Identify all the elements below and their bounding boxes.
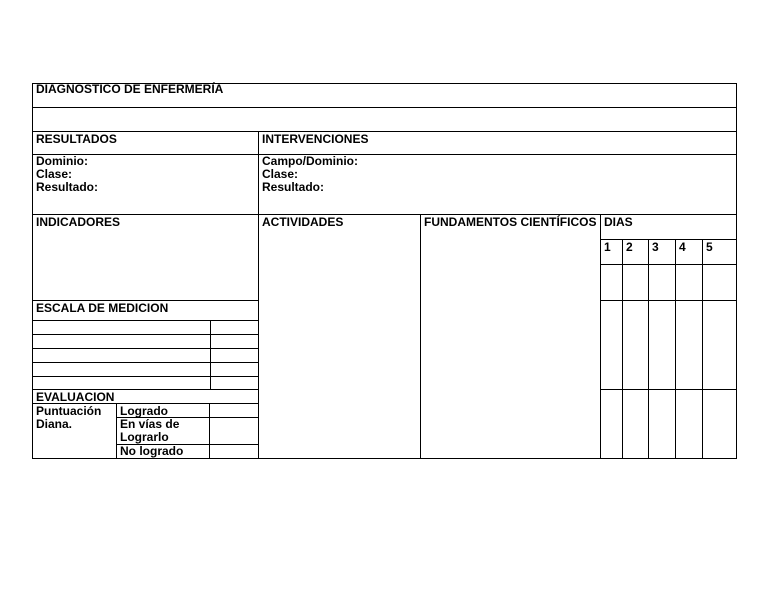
dias-number-5: 5 — [706, 240, 713, 254]
puntuacion-label-line1: Puntuación — [36, 404, 102, 418]
indicadores-header: INDICADORES — [36, 215, 121, 229]
intervenciones-clase-label: Clase: — [262, 167, 299, 181]
dias-col-line-2 — [648, 239, 649, 459]
resultados-clase-label: Clase: — [36, 167, 73, 181]
actividades-header: ACTIVIDADES — [262, 215, 344, 229]
evaluacion-col-line-2 — [209, 403, 210, 459]
dias-number-4: 4 — [679, 240, 686, 254]
divider-fundamentos — [600, 214, 601, 459]
no-logrado-label: No logrado — [120, 444, 184, 458]
escala-row-line-5 — [32, 376, 259, 377]
divider-main-vertical — [258, 131, 259, 459]
dias-numbers-line — [600, 264, 737, 265]
fundamentos-header: FUNDAMENTOS CIENTÍFICOS — [424, 215, 597, 229]
resultados-resultado-label: Resultado: — [36, 180, 99, 194]
divider-blank — [32, 131, 737, 132]
escala-row-line-2 — [32, 334, 259, 335]
dias-col-line-4 — [702, 239, 703, 459]
resultados-dominio-label: Dominio: — [36, 154, 88, 168]
divider-title — [32, 107, 737, 108]
escala-row-line-1 — [32, 320, 259, 321]
dias-header-line — [600, 239, 737, 240]
border-bottom — [32, 458, 737, 459]
en-vias-label: En vías de Lograrlo — [120, 417, 180, 444]
dias-row-line-1 — [600, 300, 737, 301]
dias-number-3: 3 — [652, 240, 659, 254]
intervenciones-campo-label: Campo/Dominio: — [262, 154, 358, 168]
dias-row-line-2 — [600, 389, 737, 390]
form-title: DIAGNOSTICO DE ENFERMERÍA — [36, 82, 224, 96]
evaluacion-col-line-1 — [116, 403, 117, 459]
evaluacion-header: EVALUACION — [36, 390, 115, 404]
intervenciones-header: INTERVENCIONES — [262, 132, 369, 146]
dias-col-line-1 — [622, 239, 623, 459]
escala-header: ESCALA DE MEDICION — [36, 301, 169, 315]
dias-number-2: 2 — [626, 240, 633, 254]
escala-row-line-4 — [32, 362, 259, 363]
resultados-header: RESULTADOS — [36, 132, 117, 146]
intervenciones-resultado-label: Resultado: — [262, 180, 325, 194]
escala-col-line — [210, 320, 211, 390]
dias-col-line-3 — [675, 239, 676, 459]
escala-row-line-3 — [32, 348, 259, 349]
divider-headers — [32, 154, 737, 155]
border-right — [736, 83, 737, 459]
dias-number-1: 1 — [604, 240, 611, 254]
puntuacion-label-line2: Diana. — [36, 417, 73, 431]
divider-actividades — [420, 214, 421, 459]
logrado-label: Logrado — [120, 404, 168, 418]
dias-header: DIAS — [604, 215, 633, 229]
